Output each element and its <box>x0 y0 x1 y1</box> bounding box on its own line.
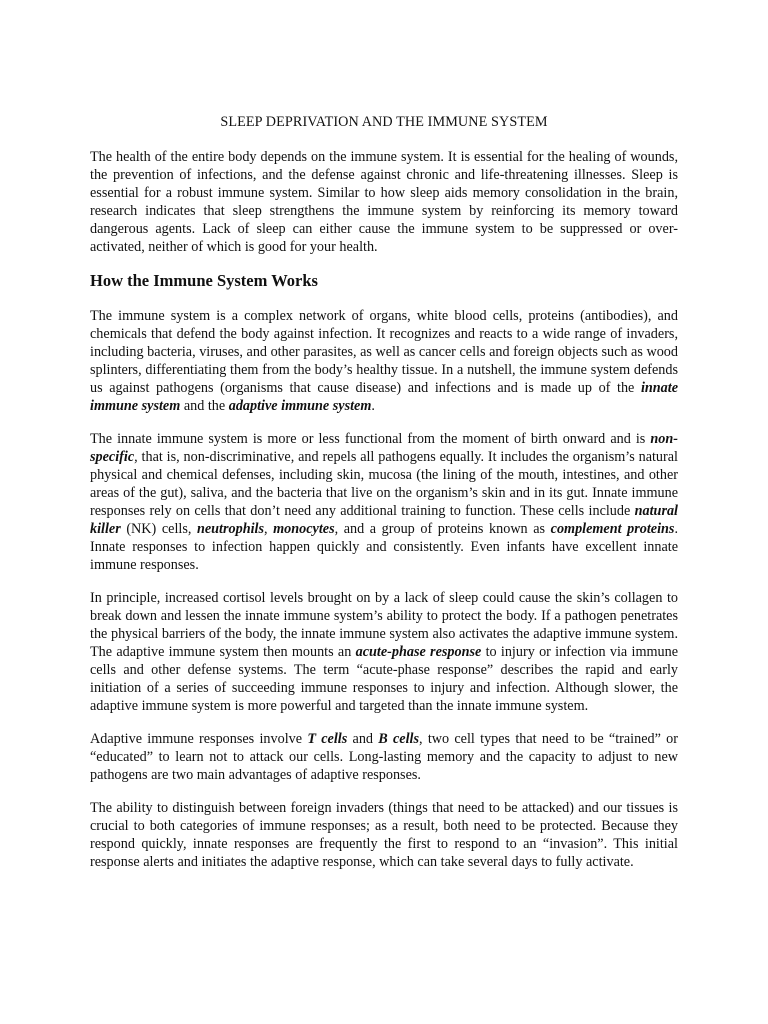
term-t-cells: T cells <box>307 731 348 747</box>
paragraph-text: , two cell types that need to be “trained” or “educated” to learn not to attack our cells. Long-lasting memory and the capacity to adjust to new pathogens are two main advantages of adaptive responses. <box>90 731 678 783</box>
term-non-specific: non-specific <box>90 431 678 465</box>
paragraph-text: In principle, increased cortisol levels brought on by a lack of sleep could cause the skin’s collagen to break down and lessen the innate immune system’s ability to protect the body. If a pathogen penetrates the physical barriers of the body, the innate immune system also activates the adaptive immune system. The adaptive immune system then mounts an <box>90 590 678 660</box>
document-page <box>90 113 678 886</box>
paragraph-text: . <box>371 398 375 414</box>
term-adaptive-immune-system: adaptive immune system <box>228 398 372 414</box>
term-acute-phase-response: acute-phase response <box>355 644 482 660</box>
term-monocytes: monocytes <box>273 521 335 537</box>
paragraph-cortisol <box>90 589 678 715</box>
paragraph-immune-overview <box>90 307 678 415</box>
document-title: SLEEP DEPRIVATION AND THE IMMUNE SYSTEM <box>220 114 548 130</box>
paragraph-distinguishing-invaders: The ability to distinguish between foreign invaders (things that need to be attacked) and our tissues is crucial to both categories of immune responses; as a result, both need to be protected. Because they respond quickly, innate responses are frequently the first to respond to an “invasion”. This initial response alerts and initiates the adaptive response, which can take several days to fully activate. <box>90 800 678 870</box>
term-complement-proteins: complement proteins <box>550 521 675 537</box>
paragraph-text: The immune system is a complex network of organs, white blood cells, proteins (antibodies), and chemicals that defend the body against infection. It recognizes and reacts to a wide range of invaders, including bacteria, viruses, and other parasites, as well as cancer cells and foreign objects such as wood splinters, differentiating them from the body’s healthy tissue. In a nutshell, the immune system defends us against pathogens (organisms that cause disease) and infections and is made up of the <box>90 308 678 396</box>
paragraph-text: , and a group of proteins known as <box>334 521 551 537</box>
paragraph-text: and the <box>180 398 229 414</box>
term-neutrophils: neutrophils <box>196 521 265 537</box>
paragraph-innate-system <box>90 430 678 574</box>
paragraph-text: and <box>347 731 379 747</box>
term-b-cells: B cells <box>378 731 420 747</box>
paragraph-text: , <box>264 521 274 537</box>
intro-paragraph: The health of the entire body depends on the immune system. It is essential for the healing of wounds, the prevention of infections, and the defense against chronic and life-threatening illnesses. Sleep is essential for a robust immune system. Similar to how sleep aids memory consolidation in the brain, research indicates that sleep strengthens the immune system by reinforcing its memory toward dangerous agents. Lack of sleep can either cause the immune system to be suppressed or over-activated, neither of which is good for your health. <box>90 149 678 255</box>
paragraph-text: , that is, non-discriminative, and repels all pathogens equally. It includes the organism’s natural physical and chemical defenses, including skin, mucosa (the lining of the mouth, intestines, and other areas of the gut), saliva, and the bacteria that live on the organism’s skin and in its gut. Innate immune responses rely on cells that don’t need any additional training to function. These cells include <box>90 449 678 519</box>
term-innate-immune-system: innate immune system <box>90 380 678 414</box>
paragraph-text: The innate immune system is more or less functional from the moment of birth onward and is <box>90 431 651 447</box>
paragraph-adaptive-responses <box>90 730 678 784</box>
section-heading: How the Immune System Works <box>90 271 318 290</box>
paragraph-text: Adaptive immune responses involve <box>90 731 308 747</box>
paragraph-text: . Innate responses to infection happen quickly and consistently. Even infants have excellent innate immune responses. <box>90 521 678 573</box>
term-natural-killer: natural killer <box>90 503 678 537</box>
paragraph-text: (NK) cells, <box>120 521 197 537</box>
paragraph-text: to injury or infection via immune cells and other defense systems. The term “acute-phase response” describes the rapid and early initiation of a series of succeeding immune responses to injury and infection. Although slower, the adaptive immune system is more powerful and targeted than the innate immune system. <box>90 644 679 714</box>
